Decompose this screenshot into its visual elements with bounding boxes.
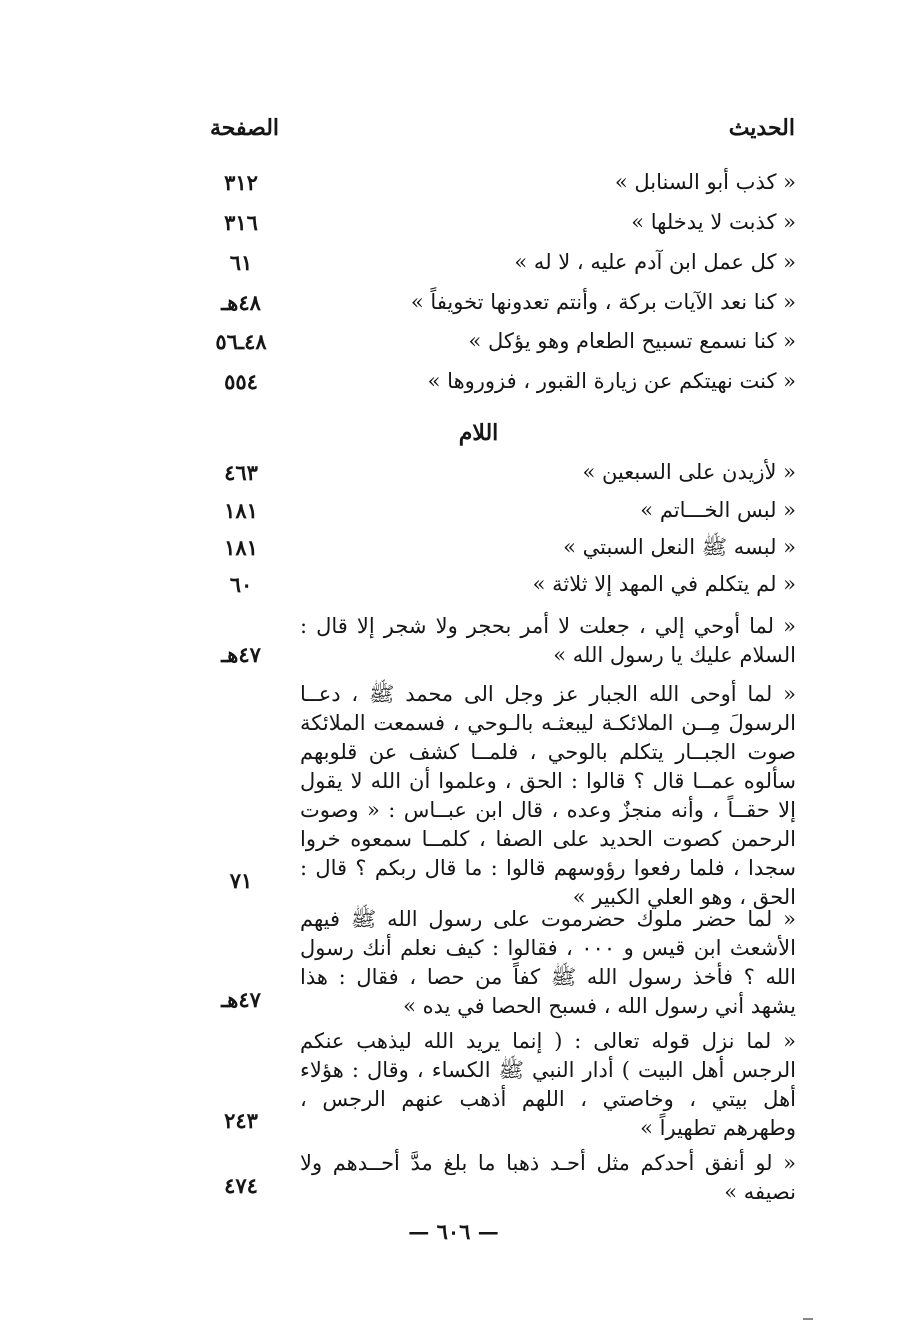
hadith-text: « كنت نهيتكم عن زيارة القبور ، فزوروها » <box>427 369 796 393</box>
section-letter: اللام <box>458 420 499 446</box>
page-number: ٦١ <box>229 250 253 275</box>
page-number: ٤٧هـ <box>221 642 261 667</box>
hadith-text: « لبس الخـــاتم » <box>640 498 796 522</box>
page-number: ٤٦٣ <box>224 460 258 485</box>
page-column-header: الصفحة <box>210 115 280 141</box>
page-number: ٥٥٤ <box>224 369 258 394</box>
hadith-text: « كل عمل ابن آدم عليه ، لا له » <box>514 250 796 274</box>
hadith-text: « لما أوحى الله الجبار عز وجل الى محمد ﷺ ، دعــا الرسولَ مِــن الملائكـة ليبعثـه بالـوحي ، فسمعت الملائكة صوت الجبــار يتكلم بالوحي ، فلمــا كشف عن قلوبهم سألوه عمــا قال ؟ قالوا : الحق ، وعلموا أن الله لا يقول إلا حقــاً ، وأنه منجزٌ وعده ، قال ابن عبــاس : « وصوت الرحمن كصوت الحديد على الصفا ، كلمــا سمعوه خروا سجدا ، فلما رفعوا رؤوسهم قالوا : ما قال ربكم ؟ قال : الحق ، وهو العلي الكبير » <box>300 682 796 909</box>
hadith-text: « لم يتكلم في المهد إلا ثلاثة » <box>532 572 796 596</box>
page-number: ١٨١ <box>224 498 258 523</box>
page-number: ٤٧٤ <box>224 1173 258 1198</box>
hadith-text: « لما نزل قوله تعالى : ( إنما يريد الله ليذهب عنكم الرجس أهل البيت ) أدار النبي ﷺ الكساء ، وقال : هؤلاء أهل بيتي ، وخاصتي ، اللهم أذهب عنهم الرجس ، وطهرهم تطهيراً » <box>300 1029 796 1140</box>
page-number: ٤٨هـ <box>221 290 261 315</box>
page-number: ٤٨ـ٥٦ <box>215 329 267 354</box>
hadith-text: « لما حضر ملوك حضرموت على رسول الله ﷺ فيهم الأشعث ابن قيس و ٠٠٠ ، فقالوا : كيف نعلم أنك رسول الله ؟ فأخذ رسول الله ﷺ كفاً من حصا ، فقال : هذا يشهد أني رسول الله ، فسبح الحصا في يده » <box>300 907 796 1018</box>
hadith-text: « لو أنفق أحدكم مثل أحـد ذهبا ما بلغ مدَّ أحــدهم ولا نصيفه » <box>300 1151 796 1204</box>
footer-page-number: — ٦٠٦ — <box>408 1219 499 1244</box>
page-number: ٤٧هـ <box>221 987 261 1012</box>
section-heading <box>0 418 907 448</box>
page-number: ١٨١ <box>224 535 258 560</box>
hadith-text: « لما أوحي إلي ، جعلت لا أمر بحجر ولا شجر إلا قال : السلام عليك يا رسول الله » <box>300 614 796 667</box>
page-number: ٦٠ <box>229 572 253 597</box>
hadith-text: « كنا نعد الآيات بركة ، وأنتم تعدونها تخويفاً » <box>410 290 796 314</box>
hadith-text: « لأزيدن على السبعين » <box>582 460 796 484</box>
page-number: ٣١٦ <box>224 210 258 235</box>
page-number: ٧١ <box>229 868 253 893</box>
hadith-text: « كذبت لا يدخلها » <box>631 210 796 234</box>
hadith-column-header: الحديث <box>728 115 795 141</box>
page-number: ٣١٢ <box>224 170 258 195</box>
hadith-text: « كنا نسمع تسبيح الطعام وهو يؤكل » <box>468 329 796 353</box>
hadith-text: « لبسه ﷺ النعل السبتي » <box>563 535 796 559</box>
scan-speck <box>803 1318 813 1320</box>
hadith-text: « كذب أبو السنابل » <box>614 170 796 194</box>
page-number: ٢٤٣ <box>224 1108 258 1133</box>
